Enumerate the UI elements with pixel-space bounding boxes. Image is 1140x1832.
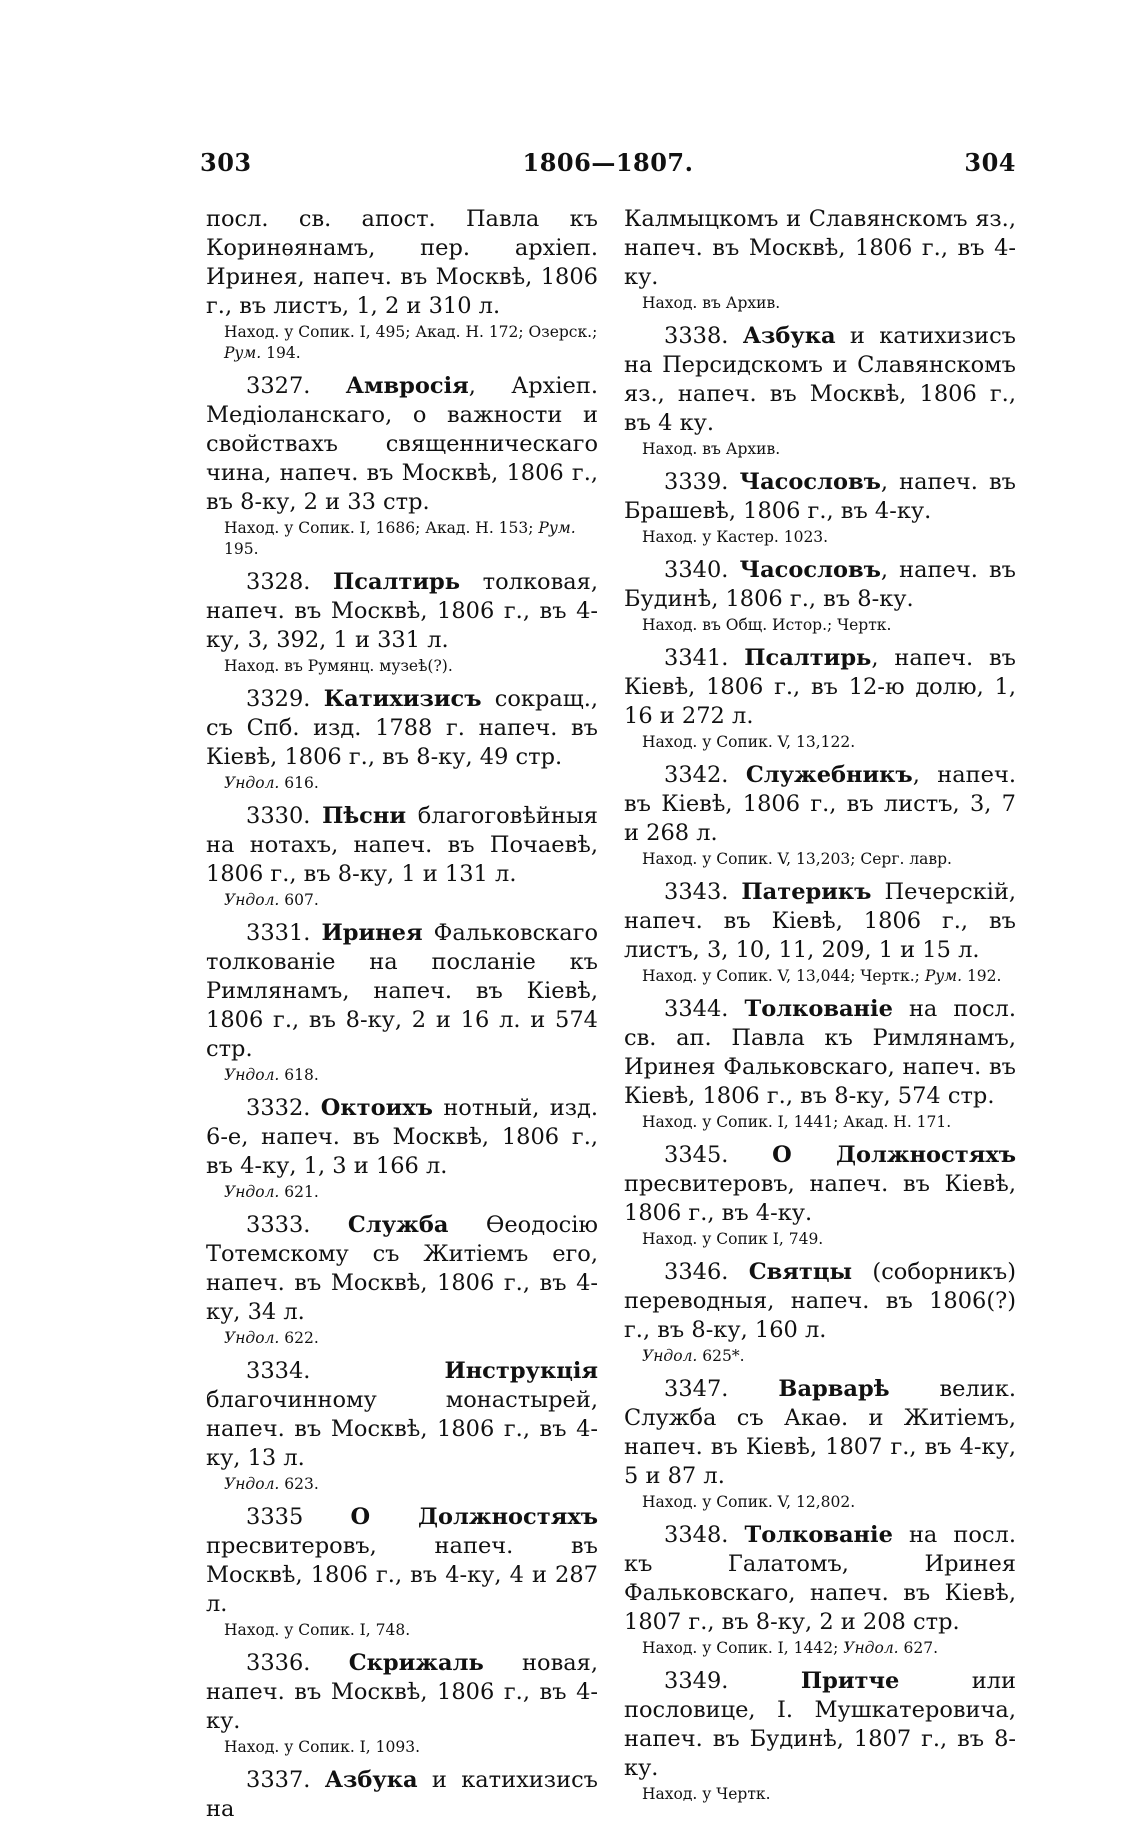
catalog-entry [624, 761, 1016, 870]
catalog-entry [206, 1094, 598, 1203]
entry-number: 3342. [664, 762, 746, 788]
entry-description: и катихизисъ на [206, 1767, 598, 1822]
entry-title: Служебникъ [745, 762, 913, 788]
entry-location [206, 1182, 598, 1203]
location-text: Наход. у Сопик. V, 12,802. [642, 1493, 856, 1511]
catalog-entry [206, 919, 598, 1086]
location-text: Наход. у Сопик. I, 748. [224, 1621, 411, 1639]
entry-location [206, 518, 598, 560]
entry-title: Часословъ [739, 557, 881, 583]
catalog-entry [206, 1357, 598, 1495]
entry-description: , Архiеп. Медiоланскаго, о важности и свойствахъ священническаго чина, напеч. въ Москвѣ, 1806 г., въ 8-ку, 2 и 33 стр. [206, 373, 598, 515]
entry-text [206, 1766, 598, 1824]
location-ref: 616. [279, 774, 319, 792]
entry-location [624, 732, 1016, 753]
entry-title: Октоихъ [320, 1095, 433, 1121]
entry-description: пресвитеровъ, напеч. въ Москвѣ, 1806 г., въ 4-ку, 4 и 287 л. [206, 1533, 598, 1617]
entry-title: Скрижаль [348, 1650, 484, 1676]
catalog-entry [624, 995, 1016, 1133]
catalog-entry [624, 644, 1016, 753]
catalog-entry [624, 468, 1016, 548]
entry-location [624, 439, 1016, 460]
catalog-entry [206, 568, 598, 677]
entry-location [206, 1328, 598, 1349]
entry-number: 3344. [664, 996, 745, 1022]
entry-number: 3340. [664, 557, 740, 583]
entry-title: Инструкцiя [444, 1358, 598, 1384]
catalog-entry [206, 372, 598, 560]
entry-location [624, 1229, 1016, 1250]
entry-number: 3345. [664, 1142, 773, 1168]
entry-text [206, 919, 598, 1064]
entry-title: Азбука [742, 323, 836, 349]
entry-location [206, 773, 598, 794]
entry-text [624, 1375, 1016, 1491]
entry-location [624, 1638, 1016, 1659]
entry-text [624, 995, 1016, 1111]
entry-description: новая, напеч. въ Москвѣ, 1806 г., въ 4-ку. [206, 1650, 598, 1734]
entry-description: Ѳеодосiю Тотемскому съ Житiемъ его, напеч. въ Москвѣ, 1806 г., въ 4-ку, 34 л. [206, 1212, 598, 1325]
entry-description: благочинному монастырей, напеч. въ Москвѣ, 1806 г., въ 4-ку, 13 л. [206, 1387, 598, 1471]
entry-number: 3338. [664, 323, 743, 349]
entry-text [624, 761, 1016, 848]
entry-text [624, 556, 1016, 614]
entry-title: Варварѣ [778, 1376, 890, 1402]
entry-number: 3332. [246, 1095, 321, 1121]
location-text: Наход. въ Общ. Истор.; Чертк. [642, 616, 892, 634]
entry-description: , напеч. въ Кiевѣ, 1806 г., въ листъ, 3, 7 и 268 л. [624, 762, 1016, 846]
entry-description: , напеч. въ Брашевѣ, 1806 г., въ 4-ку. [624, 469, 1016, 524]
continued-entry [206, 205, 598, 364]
catalog-entry [624, 322, 1016, 460]
entry-location [624, 1492, 1016, 1513]
location-source: Ундол. [224, 891, 280, 909]
entry-title: Часословъ [739, 469, 881, 495]
catalog-entry [206, 1649, 598, 1758]
location-source: Ундол. [843, 1639, 899, 1657]
entry-description: Печерскiй, напеч. въ Кiевѣ, 1806 г., въ листъ, 3, 10, 11, 209, 1 и 15 л. [624, 879, 1016, 963]
entry-title: Святцы [748, 1259, 853, 1285]
entry-number: 3333. [246, 1212, 348, 1238]
entry-number: 3348. [664, 1522, 745, 1548]
location-source: Ундол. [642, 1347, 698, 1365]
entry-number: 3346. [664, 1259, 749, 1285]
entry-text [206, 802, 598, 889]
entry-location [624, 1784, 1016, 1805]
entry-description: пресвитеровъ, напеч. въ Кiевѣ, 1806 г., въ 4-ку. [624, 1171, 1016, 1226]
entry-text [624, 468, 1016, 526]
entry-number: 3330. [246, 803, 323, 829]
entry-description: на посл. къ Галатомъ, Иринея Фальковскаго, напеч. въ Кiевѣ, 1807 г., въ 8-ку, 2 и 208 стр. [624, 1522, 1016, 1635]
entry-title: Притче [800, 1668, 900, 1694]
location-text: Наход. у Чертк. [642, 1785, 771, 1803]
entry-text [624, 1521, 1016, 1637]
entry-description: велик. Служба съ Акаѳ. и Житiемъ, напеч. въ Кiевѣ, 1807 г., въ 4-ку, 5 и 87 л. [624, 1376, 1016, 1489]
continued-entry [624, 205, 1016, 314]
entry-text [206, 1503, 598, 1619]
location-text: Наход. въ Архив. [642, 294, 781, 312]
entry-number: 3336. [246, 1650, 349, 1676]
entry-title: Азбука [324, 1767, 418, 1793]
location-source: Ундол. [224, 774, 280, 792]
entry-description: на посл. св. ап. Павла къ Римлянамъ, Иринея Фальковскаго, напеч. въ Кiевѣ, 1806 г., въ 8-ку, 574 стр. [624, 996, 1016, 1109]
entry-number: 3335 [246, 1504, 351, 1530]
entry-description: , напеч. въ Кiевѣ, 1806 г., въ 12-ю долю, 1, 16 и 272 л. [624, 645, 1016, 729]
catalog-entry [624, 1521, 1016, 1659]
entry-number: 3334. [246, 1358, 445, 1384]
entry-number: 3339. [664, 469, 740, 495]
location-ref: 622. [279, 1329, 319, 1347]
entry-text [206, 205, 598, 321]
entry-number: 3347. [664, 1376, 779, 1402]
entry-text [206, 568, 598, 655]
location-source: Рум. [224, 344, 262, 362]
left-column [206, 205, 598, 1832]
location-source: Ундол. [224, 1329, 280, 1347]
location-text: Наход. у Сопик. V, 13,122. [642, 733, 856, 751]
entry-number: 3328. [246, 569, 334, 595]
entry-location [624, 293, 1016, 314]
location-text: Наход. у Сопик. I, 1686; Акад. Н. 153; [224, 519, 539, 537]
location-ref: 625*. [697, 1347, 745, 1365]
location-source: Ундол. [224, 1183, 280, 1201]
entry-location [624, 1346, 1016, 1367]
catalog-entry [624, 1375, 1016, 1513]
entry-text [624, 205, 1016, 292]
entry-location [624, 849, 1016, 870]
entry-title: Катихизисъ [323, 686, 482, 712]
entry-text [624, 644, 1016, 731]
catalog-entry [206, 1766, 598, 1824]
catalog-entry [206, 685, 598, 794]
entry-text [624, 1141, 1016, 1228]
entry-title: Амвросiя [345, 373, 469, 399]
entry-title: О Должностяхъ [772, 1142, 1016, 1168]
location-text: Наход. у Сопик I, 749. [642, 1230, 824, 1248]
entry-text [624, 878, 1016, 965]
right-column [624, 205, 1016, 1813]
catalog-entry [624, 1141, 1016, 1250]
entry-location [624, 527, 1016, 548]
location-ref: 627. [898, 1639, 939, 1657]
entry-number: 3331. [246, 920, 322, 946]
entry-description: благоговѣйныя на нотахъ, напеч. въ Почаевѣ, 1806 г., въ 8-ку, 1 и 131 л. [206, 803, 598, 887]
location-text: Наход. у Сопик. I, 1442; [642, 1639, 844, 1657]
entry-text [206, 1211, 598, 1327]
entry-number: 3343. [664, 879, 742, 905]
entry-title: Псалтирь [744, 645, 872, 671]
entry-title: Толкованiе [744, 1522, 893, 1548]
header-year-range: 1806—1807. [522, 148, 694, 177]
entry-text [206, 1357, 598, 1473]
entry-description: и катихизисъ на Персидскомъ и Славянскомъ яз., напеч. въ Москвѣ, 1806 г., въ 4 ку. [624, 323, 1016, 436]
catalog-entry [624, 1667, 1016, 1805]
catalog-entry [206, 1503, 598, 1641]
location-ref: 607. [279, 891, 319, 909]
entry-location [206, 890, 598, 911]
entry-title: О Должностяхъ [350, 1504, 598, 1530]
location-source: Рум. [924, 967, 963, 985]
location-text: Наход. у Сопик. V, 13,044; Чертк.; [642, 967, 925, 985]
entry-number: 3341. [664, 645, 745, 671]
entry-location [206, 1737, 598, 1758]
left-page-number: 303 [200, 148, 252, 177]
entry-description: сокращ., съ Спб. изд. 1788 г. напеч. въ Кiевѣ, 1806 г., въ 8-ку, 49 стр. [206, 686, 598, 770]
entry-title: Иринея [321, 920, 423, 946]
catalog-entry [206, 1211, 598, 1349]
entry-location [206, 656, 598, 677]
entry-location [624, 966, 1016, 987]
location-text: Наход. у Сопик. I, 1441; Акад. Н. 171. [642, 1113, 952, 1131]
location-ref: 192. [962, 967, 1002, 985]
location-ref: 195. [224, 540, 259, 558]
entry-text [624, 1258, 1016, 1345]
entry-description: толковая, напеч. въ Москвѣ, 1806 г., въ 4-ку, 3, 392, 1 и 331 л. [206, 569, 598, 653]
entry-location [206, 322, 598, 364]
entry-description: или пословице, I. Мушкатеровича, напеч. въ Будинѣ, 1807 г., въ 8-ку. [624, 1668, 1016, 1781]
entry-description: (соборникъ) переводныя, напеч. въ 1806(?) г., въ 8-ку, 160 л. [624, 1259, 1016, 1343]
entry-title: Патерикъ [741, 879, 872, 905]
entry-number: 3337. [246, 1767, 325, 1793]
location-ref: 194. [261, 344, 301, 362]
location-source: Ундол. [224, 1066, 280, 1084]
entry-description: посл. св. апост. Павла къ Коринѳянамъ, пер. архiеп. Иринея, напеч. въ Москвѣ, 1806 г., въ листъ, 1, 2 и 310 л. [206, 206, 598, 319]
entry-title: Пѣсни [322, 803, 407, 829]
location-ref: 618. [279, 1066, 319, 1084]
location-ref: 621. [279, 1183, 319, 1201]
catalog-entry [624, 556, 1016, 636]
entry-number: 3349. [664, 1668, 801, 1694]
entry-title: Псалтирь [333, 569, 461, 595]
entry-text [206, 372, 598, 517]
entry-title: Служба [347, 1212, 449, 1238]
entry-location [206, 1620, 598, 1641]
location-source: Ундол. [224, 1475, 280, 1493]
entry-location [206, 1474, 598, 1495]
location-text: Наход. въ Архив. [642, 440, 781, 458]
entry-text [206, 1094, 598, 1181]
page-header [200, 148, 1016, 188]
entry-description: Калмыцкомъ и Славянскомъ яз., напеч. въ Москвѣ, 1806 г., въ 4-ку. [624, 206, 1016, 290]
location-text: Наход. въ Румянц. музеѣ(?). [224, 657, 453, 675]
location-ref: 623. [279, 1475, 319, 1493]
location-source: Рум. [538, 519, 576, 537]
location-text: Наход. у Сопик. V, 13,203; Серг. лавр. [642, 850, 952, 868]
entry-location [624, 1112, 1016, 1133]
entry-description: нотный, изд. 6-е, напеч. въ Москвѣ, 1806 г., въ 4-ку, 1, 3 и 166 л. [206, 1095, 598, 1179]
entry-description: Фальковскаго толкованiе на посланiе къ Римлянамъ, напеч. въ Кiевѣ, 1806 г., въ 8-ку, 2 и 16 л. и 574 стр. [206, 920, 598, 1062]
entry-location [624, 615, 1016, 636]
entry-number: 3327. [246, 373, 346, 399]
entry-number: 3329. [246, 686, 324, 712]
catalog-entry [624, 878, 1016, 987]
entry-title: Толкованiе [744, 996, 893, 1022]
entry-text [624, 1667, 1016, 1783]
catalog-entry [624, 1258, 1016, 1367]
entry-text [206, 685, 598, 772]
location-text: Наход. у Кастер. 1023. [642, 528, 829, 546]
entry-location [206, 1065, 598, 1086]
entry-description: , напеч. въ Будинѣ, 1806 г., въ 8-ку. [624, 557, 1016, 612]
entry-text [624, 322, 1016, 438]
right-page-number: 304 [964, 148, 1016, 177]
location-text: Наход. у Сопик. I, 495; Акад. Н. 172; Озерск.; [224, 323, 598, 341]
location-text: Наход. у Сопик. I, 1093. [224, 1738, 421, 1756]
entry-text [206, 1649, 598, 1736]
catalog-entry [206, 802, 598, 911]
